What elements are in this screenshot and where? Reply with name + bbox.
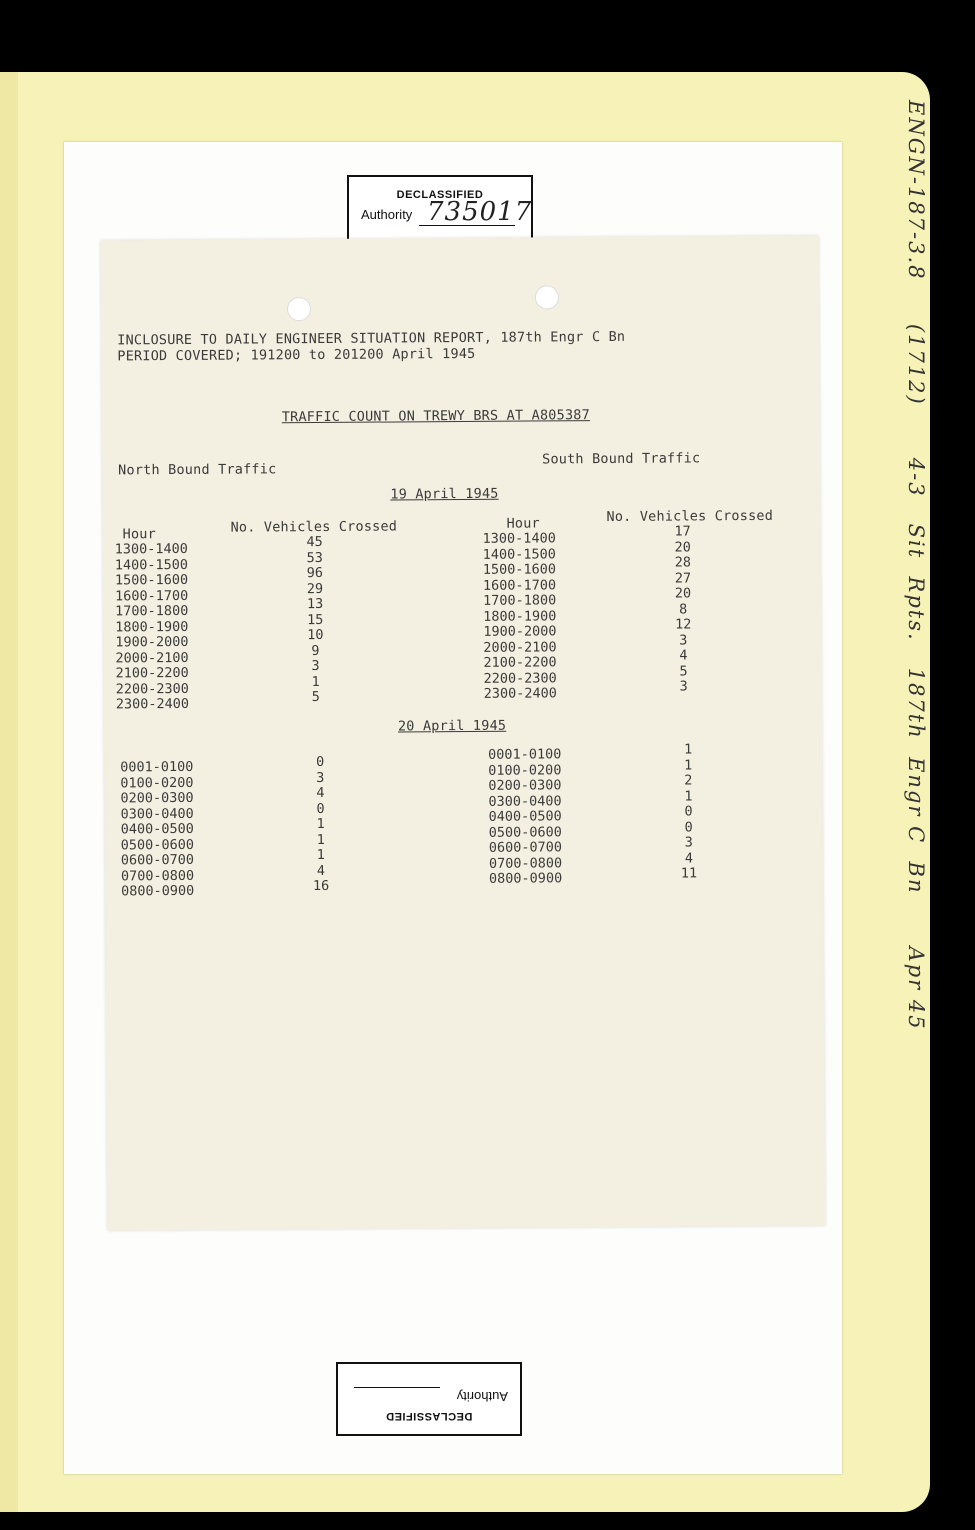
hour-cell: 0300-0400 xyxy=(120,805,194,822)
folder-edge xyxy=(0,72,18,1512)
count-cell: 8 xyxy=(679,600,688,617)
hour-cell: 0800-0900 xyxy=(488,870,563,887)
north-counts-day2 xyxy=(300,755,341,895)
hour-cell: 1800-1900 xyxy=(483,607,557,625)
hour-cell: 1300-1400 xyxy=(482,530,556,547)
count-cell: 15 xyxy=(307,611,324,628)
stamp-bottom-authority: Authority xyxy=(456,1389,508,1404)
hour-cell: 1600-1700 xyxy=(114,587,189,604)
count-cell: 1 xyxy=(684,756,693,773)
count-cell: 0 xyxy=(684,803,693,820)
hour-cell: 0500-0600 xyxy=(120,836,194,853)
hour-cell: 0400-0500 xyxy=(488,808,562,825)
count-cell: 29 xyxy=(306,580,324,597)
count-cell: 10 xyxy=(307,626,324,644)
stamp-authority: Authority xyxy=(361,207,413,222)
count-cell: 4 xyxy=(679,647,688,664)
north-vehicles-header: No. Vehicles Crossed xyxy=(230,518,398,536)
count-cell: 4 xyxy=(316,862,326,879)
stamp-bottom-inner xyxy=(338,1364,520,1434)
margin-note-text: ENGN-187-3.8 (1712) 4-3 Sit Rpts. 187th Engr C Bn Apr 45 xyxy=(904,100,928,1031)
hour-cell: 1700-1800 xyxy=(115,602,189,620)
north-hours-day2 xyxy=(120,760,194,900)
hour-cell: 1400-1500 xyxy=(482,545,556,563)
hour-cell: 1400-1500 xyxy=(114,556,189,573)
count-cell: 3 xyxy=(316,769,325,786)
count-cell: 2 xyxy=(684,772,693,789)
hour-cell: 0300-0400 xyxy=(488,792,562,810)
stamp-line xyxy=(419,225,515,226)
hour-cell: 0100-0200 xyxy=(488,761,562,779)
punch-hole-left xyxy=(287,297,311,321)
stamp-bottom-line xyxy=(354,1387,440,1388)
south-hour-header: Hour xyxy=(506,515,540,532)
hour-cell: 1900-2000 xyxy=(483,623,557,640)
count-cell: 1 xyxy=(684,787,693,804)
margin-handwriting xyxy=(880,100,940,1500)
hour-cell: 0700-0800 xyxy=(488,854,563,872)
report-title: TRAFFIC COUNT ON TREWY BRS AT A805387 xyxy=(281,407,590,426)
hour-cell: 0400-0500 xyxy=(120,820,194,838)
count-cell: 27 xyxy=(674,569,692,587)
count-cell: 3 xyxy=(311,657,320,675)
hour-cell: 2100-2200 xyxy=(115,664,189,682)
count-cell: 3 xyxy=(684,834,693,851)
count-cell: 1 xyxy=(316,815,325,833)
count-cell: 20 xyxy=(674,538,691,556)
hour-cell: 0800-0900 xyxy=(121,882,195,900)
count-cell: 9 xyxy=(311,642,320,659)
date-19-april: 19 April 1945 xyxy=(390,485,499,503)
hour-cell: 1600-1700 xyxy=(482,576,557,594)
count-cell: 96 xyxy=(306,564,324,582)
north-hours-day1 xyxy=(115,542,189,713)
north-bound-label: North Bound Traffic xyxy=(118,461,277,479)
count-cell: 0 xyxy=(684,818,693,835)
count-cell: 13 xyxy=(306,595,324,613)
stamp-bottom-label: DECLASSIFIED xyxy=(385,1410,473,1422)
hour-cell: 2300-2400 xyxy=(483,685,557,702)
count-cell: 5 xyxy=(311,688,320,706)
count-cell: 28 xyxy=(674,554,691,571)
hour-cell: 1800-1900 xyxy=(115,618,189,635)
hour-cell: 0200-0300 xyxy=(488,777,562,794)
count-cell: 53 xyxy=(306,549,323,566)
count-cell: 1 xyxy=(316,831,325,848)
count-cell: 11 xyxy=(680,865,698,882)
count-cell: 0 xyxy=(316,753,325,771)
count-cell: 17 xyxy=(674,523,691,540)
count-cell: 20 xyxy=(674,585,692,602)
count-cell: 0 xyxy=(316,800,325,817)
south-counts-day2 xyxy=(668,742,709,882)
hour-cell: 0001-0100 xyxy=(120,758,194,776)
punch-hole-right xyxy=(535,285,559,309)
count-cell: 3 xyxy=(679,678,688,695)
count-cell: 1 xyxy=(683,741,693,758)
stamp-label: DECLASSIFIED xyxy=(396,189,484,201)
hour-cell: 1900-2000 xyxy=(115,633,189,651)
hour-cell: 1700-1800 xyxy=(483,592,557,609)
count-cell: 5 xyxy=(679,662,688,679)
hour-cell: 2200-2300 xyxy=(483,669,557,687)
count-cell: 4 xyxy=(684,849,693,866)
count-cell: 12 xyxy=(675,616,692,633)
hour-cell: 0500-0600 xyxy=(488,823,562,841)
south-counts-day1 xyxy=(663,524,704,695)
hour-cell: 2100-2200 xyxy=(483,654,557,671)
hour-cell: 0001-0100 xyxy=(488,746,562,763)
hour-cell: 1500-1600 xyxy=(114,571,189,589)
hour-cell: 0100-0200 xyxy=(120,774,194,791)
south-bound-label: South Bound Traffic xyxy=(542,450,701,468)
hour-cell: 0200-0300 xyxy=(120,789,194,807)
count-cell: 3 xyxy=(679,631,688,648)
document-page xyxy=(101,236,826,1231)
south-hours-day1 xyxy=(483,531,557,702)
count-cell: 4 xyxy=(316,784,325,802)
hour-cell: 1500-1600 xyxy=(482,561,557,578)
count-cell: 1 xyxy=(316,846,325,864)
declassified-stamp-bottom xyxy=(336,1362,522,1436)
count-cell: 45 xyxy=(306,533,323,551)
hour-cell: 2000-2100 xyxy=(115,649,189,666)
hour-cell: 0600-0700 xyxy=(120,851,195,869)
stamp-number: 735017 xyxy=(427,197,533,227)
date-20-april: 20 April 1945 xyxy=(397,717,507,735)
north-hour-header: Hour xyxy=(122,526,156,543)
count-cell: 1 xyxy=(311,673,320,690)
count-cell: 16 xyxy=(312,877,330,895)
hour-cell: 2000-2100 xyxy=(483,638,557,656)
header-line-2: PERIOD COVERED; 191200 to 201200 April 1945 xyxy=(117,345,476,365)
north-counts-day1 xyxy=(295,535,336,706)
hour-cell: 0700-0800 xyxy=(120,867,195,884)
hour-cell: 2200-2300 xyxy=(115,680,189,697)
hour-cell: 2300-2400 xyxy=(115,695,190,713)
south-vehicles-header: No. Vehicles Crossed xyxy=(606,507,774,525)
south-hours-day2 xyxy=(488,747,562,887)
header-line-1: INCLOSURE TO DAILY ENGINEER SITUATION REPORT, 187th Engr C Bn xyxy=(117,328,626,349)
declassified-stamp-top xyxy=(347,175,533,247)
hour-cell: 0600-0700 xyxy=(488,839,563,856)
hour-cell: 1300-1400 xyxy=(114,540,188,558)
